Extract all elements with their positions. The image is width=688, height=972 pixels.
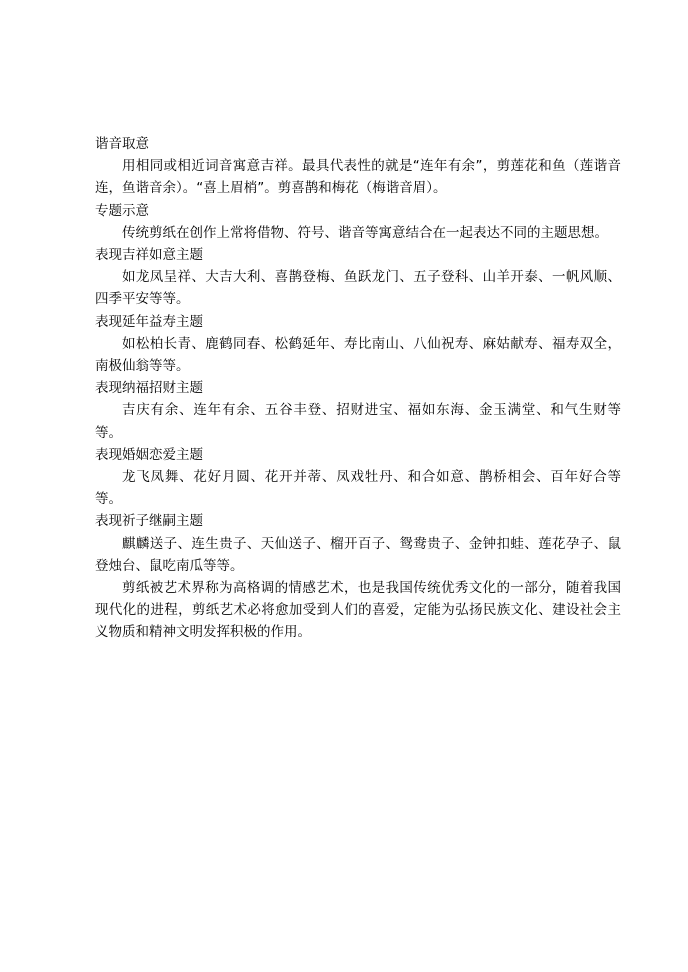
section-fortune	[95, 377, 621, 444]
section-paragraph: 如松柏长青、鹿鹤同春、松鹤延年、寿比南山、八仙祝寿、麻姑献寿、福寿双全，南极仙翁等等。	[95, 335, 621, 375]
section-paragraph: 吉庆有余、连年有余、五谷丰登、招财进宝、福如东海、金玉满堂、和气生财等等。	[95, 402, 621, 441]
section-paragraph: 如龙凤呈祥、大吉大利、喜鹊登梅、鱼跃龙门、五子登科、山羊开泰、一帆风顺、四季平安等等。	[95, 269, 621, 308]
section-heading: 表现纳福招财主题	[95, 380, 203, 397]
section-marriage	[95, 444, 621, 511]
section-paragraph: 麒麟送子、连生贵子、天仙送子、榴开百子、鸳鸯贵子、金钟扣蛙、莲花孕子、鼠登烛台、鼠吃南瓜等等。	[95, 535, 621, 574]
section-offspring	[95, 510, 621, 577]
section-thematic	[95, 200, 621, 244]
section-longevity	[95, 311, 621, 378]
section-heading: 表现祈子继嗣主题	[95, 513, 203, 530]
section-heading: 表现婚姻恋爱主题	[95, 446, 203, 463]
section-paragraph: 龙飞凤舞、花好月圆、花开并蒂、凤戏牡丹、和合如意、鹊桥相会、百年好合等等。	[95, 469, 621, 508]
section-heading: 表现吉祥如意主题	[95, 247, 203, 264]
section-heading: 专题示意	[95, 202, 149, 219]
section-heading: 谐音取意	[95, 136, 149, 152]
document-body	[95, 133, 621, 644]
section-auspicious	[95, 244, 621, 311]
closing-paragraph: 剪纸被艺术界称为高格调的情感艺术，也是我国传统优秀文化的一部分，随着我国现代化的进程，剪纸艺术必将愈加受到人们的喜爱，定能为弘扬民族文化、建设社会主义物质和精神文明发挥积极的作用。	[95, 580, 621, 641]
section-homophone	[95, 133, 621, 200]
section-paragraph: 用相同或相近词音寓意吉祥。最具代表性的就是“连年有余”，剪莲花和鱼（莲谐音连，鱼谐音余）。“喜上眉梢”。剪喜鹊和梅花（梅谐音眉）。	[95, 158, 621, 197]
section-heading: 表现延年益寿主题	[95, 313, 203, 330]
section-paragraph: 传统剪纸在创作上常将借物、符号、谐音等寓意结合在一起表达不同的主题思想。	[122, 224, 608, 241]
